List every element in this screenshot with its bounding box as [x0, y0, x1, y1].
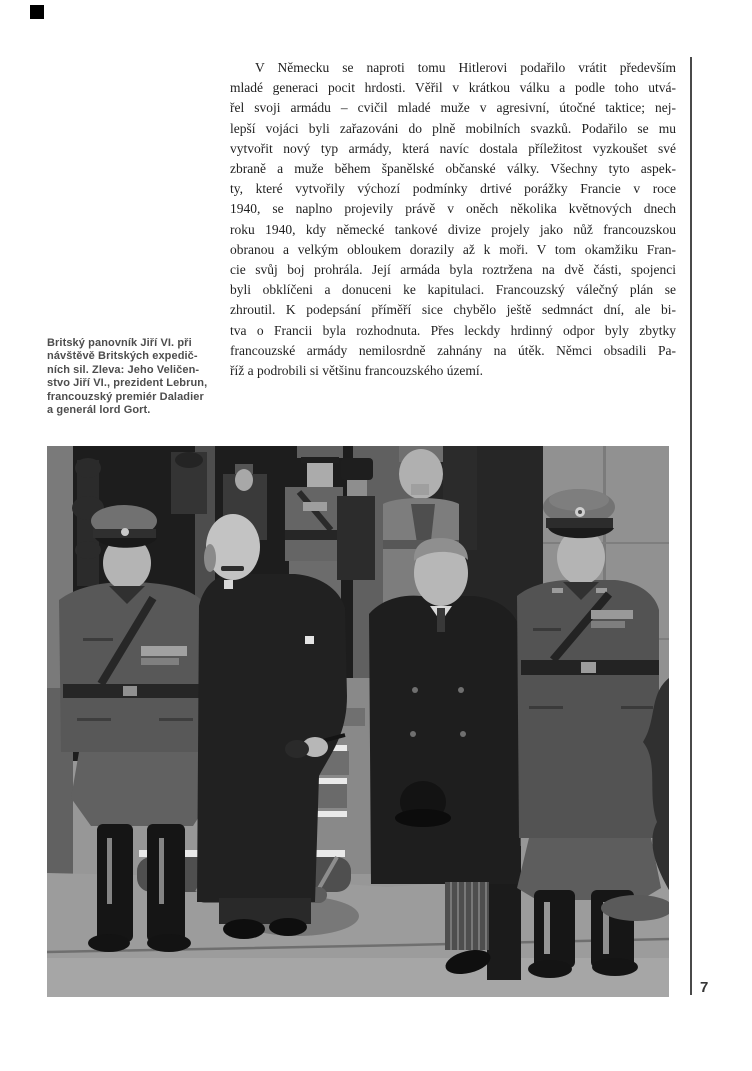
body-text-line: zbraně a muže během španělské občanské války. Všechny tyto aspek-: [230, 161, 676, 177]
body-text-line: 1940, se naplno projevily právě v oněch několika květnových dnech: [230, 201, 676, 217]
page-number: 7: [700, 979, 709, 996]
photo-george-vi-bef-visit: [47, 446, 669, 997]
body-text-line: mladé generaci pocit hrdosti. Věřil v krátkou válku a podle toho utvá-: [230, 80, 676, 96]
photo-caption-line: francouzský premiér Daladier: [47, 390, 204, 403]
photo-caption-line: návštěvě Britských expedič-: [47, 350, 198, 363]
man-dark-hat: [337, 458, 375, 580]
body-text-line: vytvořit nový typ armády, která navíc dostala příležitost vyzkoušet své: [230, 140, 676, 156]
body-text-line: V Německu se naproti tomu Hitlerovi podařilo vrátit především: [255, 60, 676, 75]
body-text-line: tva o Francii byla rozhodnuta. Přes leckdy hrdinný odpor byly zbytky: [230, 322, 676, 338]
body-text-line: byli obklíčeni a donuceni ke kapitulaci. Francouzský válečný plán se: [230, 282, 676, 298]
body-text-line: cie svůj boj prohrála. Její armáda byla roztržena na dvě části, spojenci: [230, 262, 676, 278]
photo-caption-line: a generál lord Gort.: [47, 404, 151, 417]
body-text-line: lepší vojáci byli zařazováni do plně mobilních svazků. Podařilo se mu: [230, 120, 676, 136]
photo-caption-line: stvo Jiří VI., prezident Lebrun,: [47, 377, 208, 390]
body-text-line: říž a podrobili si většinu francouzského území.: [230, 363, 484, 379]
photo-caption: [47, 337, 232, 417]
body-text-paragraph: [230, 58, 676, 381]
photo-illustration: [47, 446, 669, 997]
photo-caption-line: ních sil. Zleva: Jeho Veličen-: [47, 363, 200, 376]
section-marker-square: [30, 5, 44, 19]
photo-caption-line: Britský panovník Jiří VI. při: [47, 337, 192, 349]
body-text-line: zhroutil. K podepsání příměří sice chybělo ještě sedmnáct dní, ale bi-: [230, 302, 676, 318]
body-text-line: roku 1940, kdy německé tankové divize projely jako nůž francouzskou: [230, 221, 676, 237]
body-text-line: francouzské armády nemilosrdně zahnány na útěk. Němci obsadili Pa-: [230, 342, 676, 358]
body-text-line: obranou a velkým obloukem dorazily až k moři. V tom okamžiku Fran-: [230, 241, 676, 257]
page-margin-rule: [690, 57, 692, 995]
body-text-line: ty, které vytvořily výchozí podmínky drtivé porážky Francie v roce: [230, 181, 676, 197]
body-text-line: řel svoji armádu – cvičil mladé muže v agresivní, útočné taktice; nej-: [230, 100, 676, 116]
